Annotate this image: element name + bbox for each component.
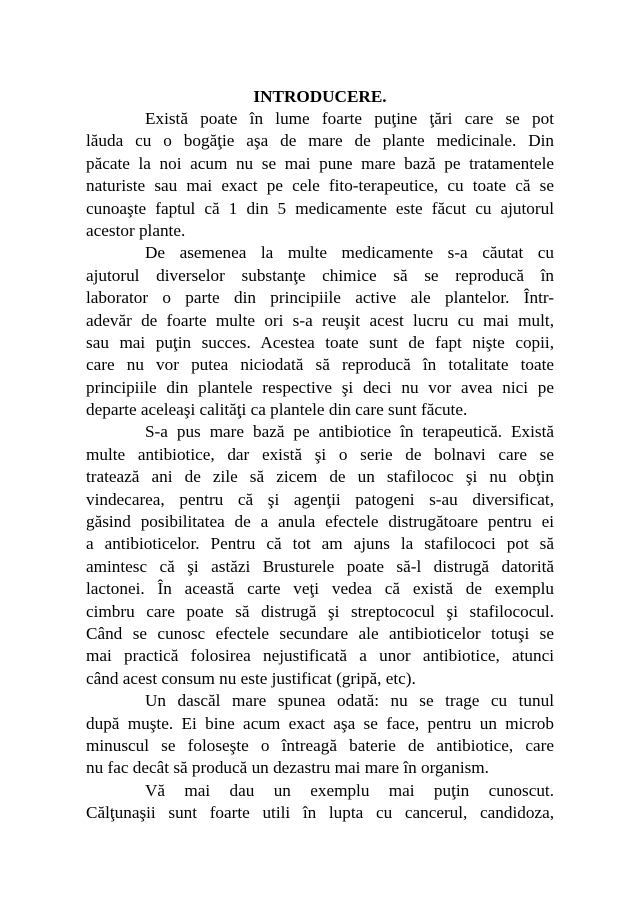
text-line: mai practică folosirea nejustificată a unor antibiotice, atunci bbox=[86, 646, 554, 666]
text-line: care nu vor putea niciodată să reproducă în totalitate toate bbox=[86, 355, 554, 375]
text-line: lactonei. În această carte veţi vedea că există de exemplu bbox=[86, 579, 554, 599]
text-line: a antibioticelor. Pentru că tot am ajuns la stafilococi pot să bbox=[86, 534, 554, 554]
text-line: naturiste sau mai exact pe cele fito-terapeutice, cu toate că se bbox=[86, 176, 554, 196]
text-line: Călţunaşii sunt foarte utili în lupta cu cancerul, candidoza, bbox=[86, 803, 554, 823]
text-line: Când se cunosc efectele secundare ale antibioticelor totuşi se bbox=[86, 623, 554, 643]
text-line: multe antibiotice, dar există şi o serie de bolnavi care se bbox=[86, 444, 554, 464]
text-line: amintesc că şi astăzi Brusturele poate să-l distrugă datorită bbox=[86, 556, 554, 576]
text-line: tratează ani de zile să zicem de un stafilococ şi nu obţin bbox=[86, 467, 554, 487]
text-line: păcate la noi acum nu se mai pune mare bază pe tratamentele bbox=[86, 153, 554, 173]
text-line: departe aceleaşi calităţi ca plantele din care sunt făcute. bbox=[86, 400, 468, 420]
text-line: Există poate în lume foarte puţine ţări care se pot bbox=[145, 109, 554, 128]
text-line: vindecarea, pentru că şi agenţii patogeni s-au diversificat, bbox=[86, 489, 554, 509]
text-line: laborator o parte din principiile active ale plantelor. Într- bbox=[86, 288, 554, 308]
text-line: nu fac decât să producă un dezastru mai mare în organism. bbox=[86, 758, 489, 778]
text-line: sau mai puţin succes. Acestea toate sunt de fapt nişte copii, bbox=[86, 332, 554, 352]
text-line: găsind posibilitatea de a anula efectele distrugătoare pentru ei bbox=[86, 512, 554, 532]
text-line: ajutorul diverselor substanţe chimice să se reproducă în bbox=[86, 265, 554, 285]
document-page bbox=[86, 86, 554, 825]
text-line: adevăr de foarte multe ori s-a reuşit acest lucru cu mai mult, bbox=[86, 310, 554, 330]
text-line: cunoaşte faptul că 1 din 5 medicamente este făcut cu ajutorul bbox=[86, 198, 554, 218]
text-line: principiile din plantele respective şi deci nu vor avea nici pe bbox=[86, 377, 554, 397]
text-line: lăuda cu o bogăţie aşa de mare de plante medicinale. Din bbox=[86, 131, 554, 151]
document-title: INTRODUCERE. bbox=[253, 87, 387, 106]
text-line: Vă mai dau un exemplu mai puţin cunoscut. bbox=[145, 780, 554, 800]
text-line: acestor plante. bbox=[86, 220, 186, 240]
text-line: minuscul se foloseşte o întreagă baterie de antibiotice, care bbox=[86, 735, 554, 755]
text-line: Un dascăl mare spunea odată: nu se trage cu tunul bbox=[145, 691, 554, 711]
text-line: De asemenea la multe medicamente s-a căutat cu bbox=[145, 243, 554, 263]
text-line: când acest consum nu este justificat (gripă, etc). bbox=[86, 668, 416, 688]
text-line: cimbru care poate să distrugă şi streptococul şi stafilococul. bbox=[86, 601, 554, 621]
text-line: S-a pus mare bază pe antibiotice în terapeutică. Există bbox=[145, 422, 554, 442]
text-line: după muşte. Ei bine acum exact aşa se face, pentru un microb bbox=[86, 713, 554, 733]
